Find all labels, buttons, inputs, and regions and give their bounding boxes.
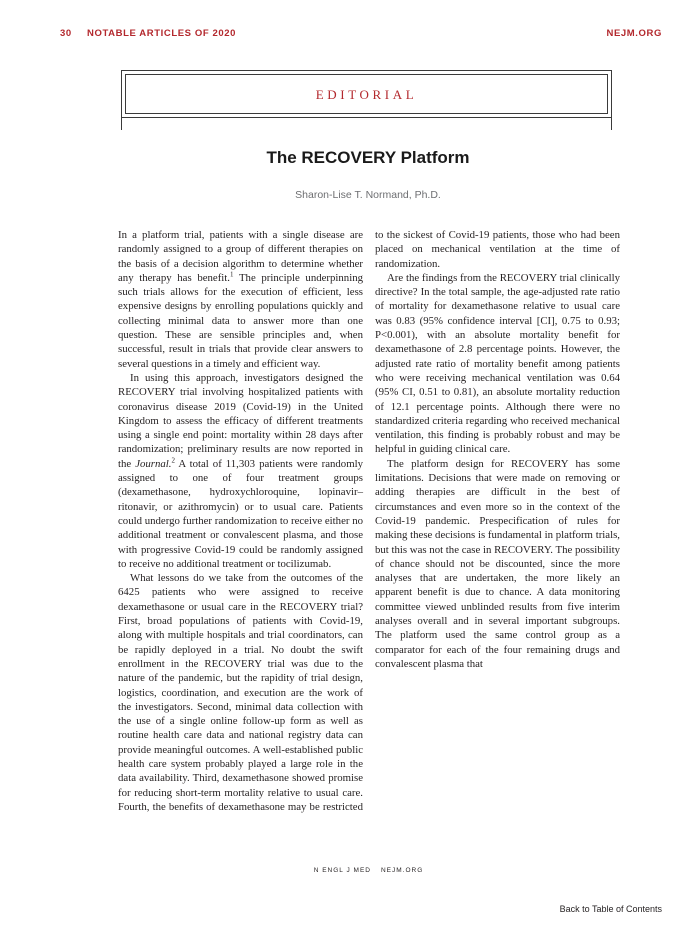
paragraph: What lessons do we take from the outcomes of the 6425 patients who were assigned to receive dexamethasone or usual care in the RECOVERY trial? First, broad populations of patients with Covid-19, along with multiple hospitals and trial coordinators, can be rapidly deployed in a trial. No doubt the swift enrollment in the RECOVERY trial was due to the nature of the pandemic, but the rapidity of trial design, logistics, coordination, and execution are the work of the investigators. Second, minimal data collection with the use of a single online follow-up form as well as routine health care data and national registry data can provide meaningful outcomes. A well-established public health care system probably played a large role in the data availability. Third, dexamethasone showed promise for reducing short-term mortality relative to usual care. Fourth, the benefits of dexamethasone may be restricted to the sickest of Covid-19 patients, those who had been placed on mechanical ventilation at the time of randomization. (118, 229, 620, 813)
box-rule-right (611, 118, 612, 130)
paragraph-text: In using this approach, investigators designed the RECOVERY trial involving hospitalized patients with coronavirus disease 2019 (Covid-19) in the United Kingdom to assess the efficacy of different treatments using a single end point: mortality within 28 days after randomization; preliminary results are now reported in the (118, 371, 363, 470)
article-type-label: EDITORIAL (315, 87, 418, 102)
paragraph (118, 228, 363, 371)
journal-name: Journal. (135, 457, 172, 470)
reference-marker[interactable]: 1 (230, 270, 234, 279)
article-body (118, 228, 620, 826)
footer-journal: N ENGL J MED (313, 867, 371, 874)
paragraph: The platform design for RECOVERY has some limitations. Decisions that were made on removing or adding therapies are difficult in the best of circumstances and even more so in the context of the Covid-19 pandemic. Prespecification of rules for making these decisions is fundamental in platform trials, but this was not the case in RECOVERY. The possibility of chance should not be discounted, since the more analyses that are undertaken, the more likely an apparent benefit is due to chance. A data monitoring committee viewed unblinded results from five interim analyses overall and in several important subgroups. The platform used the same control group as a comparator for each of the four remaining drugs and convalescent plasma that (375, 457, 620, 670)
page-footer (0, 867, 700, 874)
box-rule-left (121, 118, 122, 130)
article-author: Sharon-Lise T. Normand, Ph.D. (295, 189, 441, 201)
paragraph (118, 371, 363, 571)
page-number: 30 (60, 28, 72, 39)
article-type-box (121, 70, 612, 118)
section-label: NOTABLE ARTICLES OF 2020 (87, 28, 237, 39)
paragraph-text: In a platform trial, patients with a single disease are randomly assigned to a group of different therapies on the basis of a decision algorithm to determine whether any therapy has benefit. (118, 229, 363, 284)
running-head (60, 28, 662, 42)
site-label: NEJM.ORG (606, 28, 662, 39)
paragraph: Are the findings from the RECOVERY trial clinically directive? In the total sample, the age-adjusted rate ratio of mortality for dexamethasone relative to usual care was 0.83 (95% confidence interval [CI], 0.75 to 0.93; P<0.001), with an absolute mortality benefit for dexamethasone of 2.8 percentage points. However, the adjusted rate ratio of mortality benefit among patients who were receiving mechanical ventilation was 0.64 (95% CI, 0.51 to 0.81), an absolute mortality reduction of 12.1 percentage points. Although there were no standardized criteria regarding who received mechanical ventilation, this finding is probably robust and may be helpful in guiding clinical care. (375, 271, 620, 456)
reference-marker[interactable]: 2 (171, 456, 175, 465)
back-to-toc-link[interactable]: Back to Table of Contents (559, 904, 662, 914)
paragraph-text: The principle underpinning such trials allows for the execution of efficient, less expensive designs by enrolling populations quickly and collecting minimal data to answer more than one question. These are sensible principles and, when successful, result in trials that provide clear answers to several questions in a timely and efficient way. (118, 271, 363, 370)
footer-site: NEJM.ORG (380, 867, 424, 874)
paragraph-text: A total of 11,303 patients were randomly assigned to one of four treatment groups (dexamethasone, hydroxychloroquine, lopinavir–ritonavir, or azithromycin) or to usual care. Patients could undergo further randomization to receive either no additional treatment or convalescent plasma, and those with progressive Covid-19 could be randomly assigned to receive no additional treatment or tocilizumab. (118, 457, 364, 570)
article-title: The RECOVERY Platform (266, 148, 470, 167)
